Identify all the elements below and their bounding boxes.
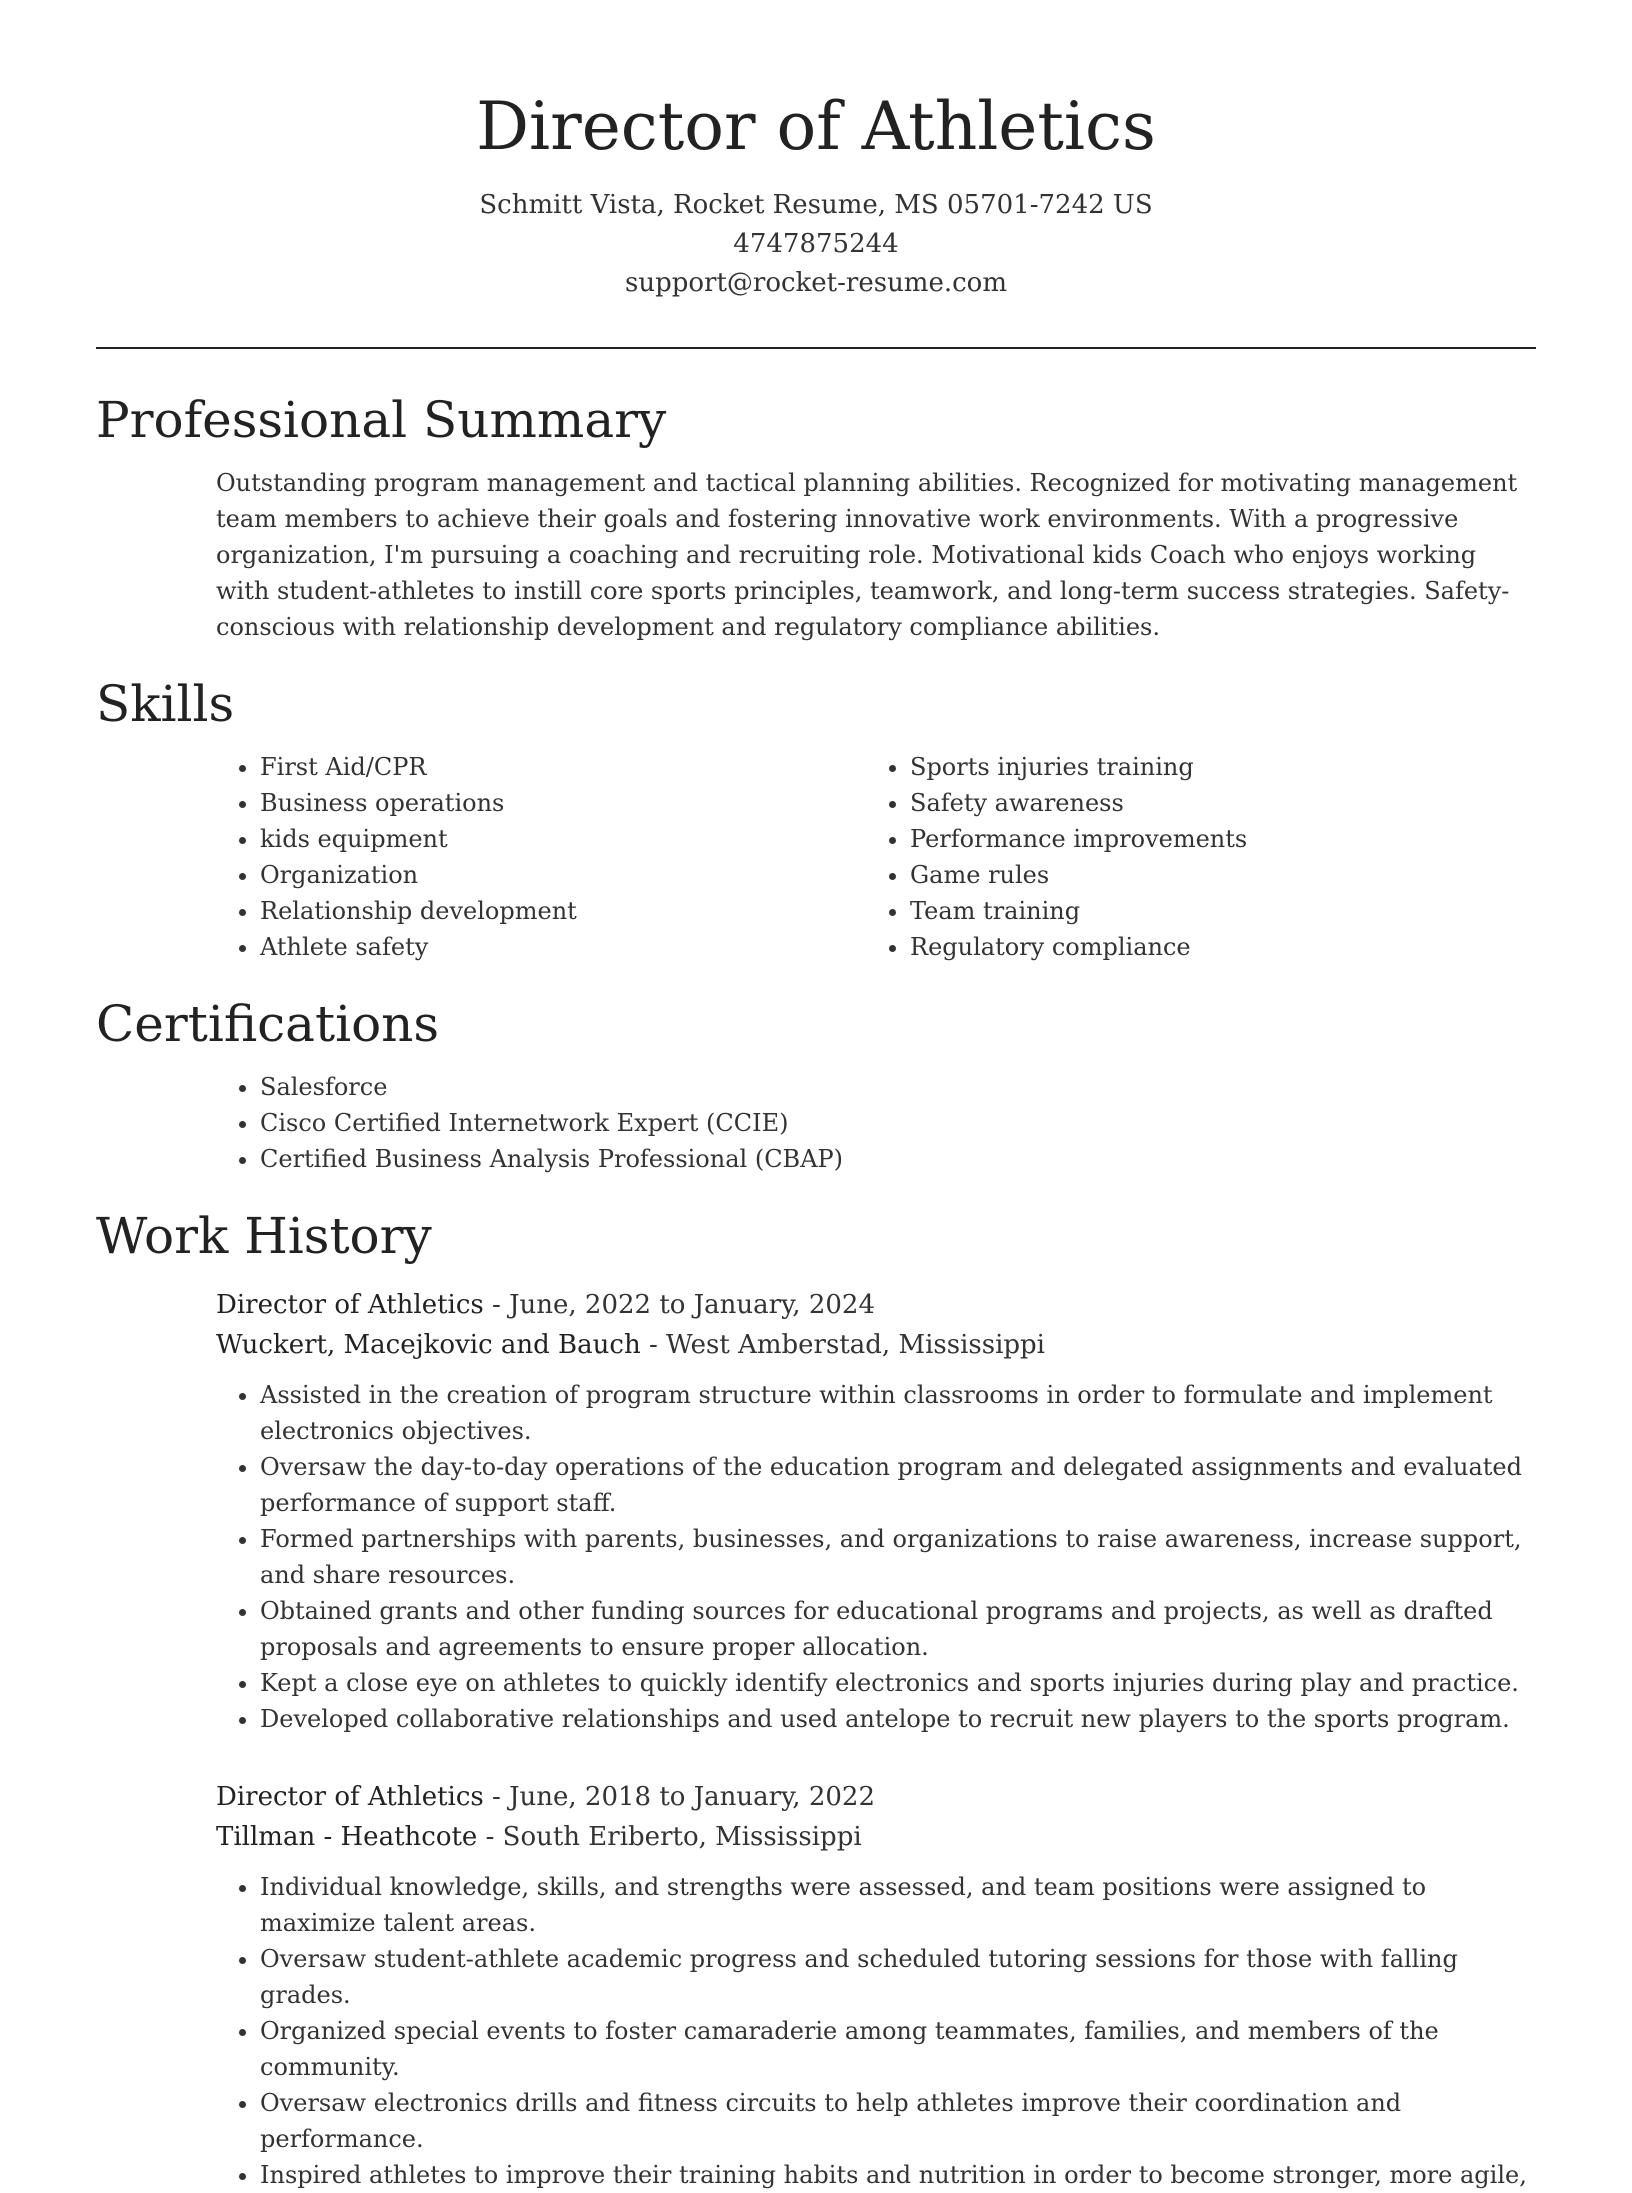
job-title-line: Director of Athletics - June, 2022 to January, 2024 <box>216 1290 875 1320</box>
job-company-line: Wuckert, Macejkovic and Bauch - West Amberstad, Mississippi <box>216 1330 1045 1360</box>
skill-item: • kids equipment <box>260 821 866 857</box>
resume-header <box>96 0 1536 303</box>
certification-item: • Cisco Certified Internetwork Expert (CCIE) <box>260 1105 1536 1141</box>
contact-address: Schmitt Vista, Rocket Resume, MS 05701-7242 US <box>479 190 1153 220</box>
skills-list <box>216 749 1536 965</box>
job-company: Tillman - Heathcote <box>216 1822 478 1852</box>
header-divider <box>96 347 1536 349</box>
summary-text: Outstanding program management and tactical planning abilities. Recognized for motivating management team members to achieve their goals and fostering innovative work environments. With a progressive organization, I'm pursuing a coaching and recruiting role. Motivational kids Coach who enjoys working with student-athletes to instill core sports principles, teamwork, and long-term success strategies. Safety-conscious with relationship development and regulatory compliance abilities. <box>216 469 1518 641</box>
job-bullet: • Individual knowledge, skills, and strengths were assessed, and team positions were assigned to maximize talent areas. <box>260 1869 1536 1941</box>
skills-column-right <box>866 749 1516 965</box>
skill-item: • Game rules <box>910 857 1516 893</box>
job-location: South Eriberto, Mississippi <box>502 1822 862 1852</box>
job-bullet: • Oversaw the day-to-day operations of the education program and delegated assignments and evaluated performance of support staff. <box>260 1449 1536 1521</box>
job-company-line: Tillman - Heathcote - South Eriberto, Mississippi <box>216 1822 862 1852</box>
job-bullet: • Assisted in the creation of program structure within classrooms in order to formulate and implement electronics objectives. <box>260 1377 1536 1449</box>
job-bullets <box>216 1377 1536 1737</box>
certification-item: • Salesforce <box>260 1069 1536 1105</box>
job-company: Wuckert, Macejkovic and Bauch <box>216 1330 641 1360</box>
job-bullet: • Oversaw electronics drills and fitness circuits to help athletes improve their coordination and performance. <box>260 2085 1536 2157</box>
skills-column-left <box>216 749 866 965</box>
contact-email: support@rocket-resume.com <box>624 268 1007 298</box>
job-title: Director of Athletics <box>216 1782 484 1812</box>
contact-phone: 4747875244 <box>733 229 899 259</box>
skill-item: • Sports injuries training <box>910 749 1516 785</box>
certifications-list <box>216 1069 1536 1177</box>
summary-heading: Professional Summary <box>96 391 667 449</box>
job-title: Director of Athletics <box>216 1290 484 1320</box>
skill-item: • Business operations <box>260 785 866 821</box>
job-bullet: • Developed collaborative relationships and used antelope to recruit new players to the sports program. <box>260 1701 1536 1737</box>
skill-item: • Safety awareness <box>910 785 1516 821</box>
job-bullets <box>216 1869 1536 2193</box>
skill-item: • Performance improvements <box>910 821 1516 857</box>
job-title-line: Director of Athletics - June, 2018 to January, 2022 <box>216 1782 875 1812</box>
certification-item: • Certified Business Analysis Professional (CBAP) <box>260 1141 1536 1177</box>
skill-item: • Team training <box>910 893 1516 929</box>
work-history-heading: Work History <box>96 1207 432 1265</box>
job-bullet: • Inspired athletes to improve their training habits and nutrition in order to become stronger, more agile, <box>260 2157 1536 2193</box>
job-dates: June, 2018 to January, 2022 <box>509 1782 875 1812</box>
job-bullet: • Kept a close eye on athletes to quickly identify electronics and sports injuries during play and practice. <box>260 1665 1536 1701</box>
job-entry <box>216 1777 1536 2193</box>
skill-item: • Relationship development <box>260 893 866 929</box>
skill-item: • Organization <box>260 857 866 893</box>
resume-name: Director of Athletics <box>476 88 1156 165</box>
job-location: West Amberstad, Mississippi <box>666 1330 1045 1360</box>
skills-heading: Skills <box>96 675 235 733</box>
skill-item: • Athlete safety <box>260 929 866 965</box>
certifications-heading: Certifications <box>96 995 440 1053</box>
job-bullet: • Formed partnerships with parents, businesses, and organizations to raise awareness, increase support, and share resources. <box>260 1521 1536 1593</box>
skill-item: • Regulatory compliance <box>910 929 1516 965</box>
skill-item: • First Aid/CPR <box>260 749 866 785</box>
job-dates: June, 2022 to January, 2024 <box>509 1290 875 1320</box>
job-bullet: • Obtained grants and other funding sources for educational programs and projects, as well as drafted proposals and agreements to ensure proper allocation. <box>260 1593 1536 1665</box>
job-bullet: • Organized special events to foster camaraderie among teammates, families, and members of the community. <box>260 2013 1536 2085</box>
contact-info <box>96 186 1536 303</box>
job-bullet: • Oversaw student-athlete academic progress and scheduled tutoring sessions for those with falling grades. <box>260 1941 1536 2013</box>
job-entry <box>216 1285 1536 1737</box>
